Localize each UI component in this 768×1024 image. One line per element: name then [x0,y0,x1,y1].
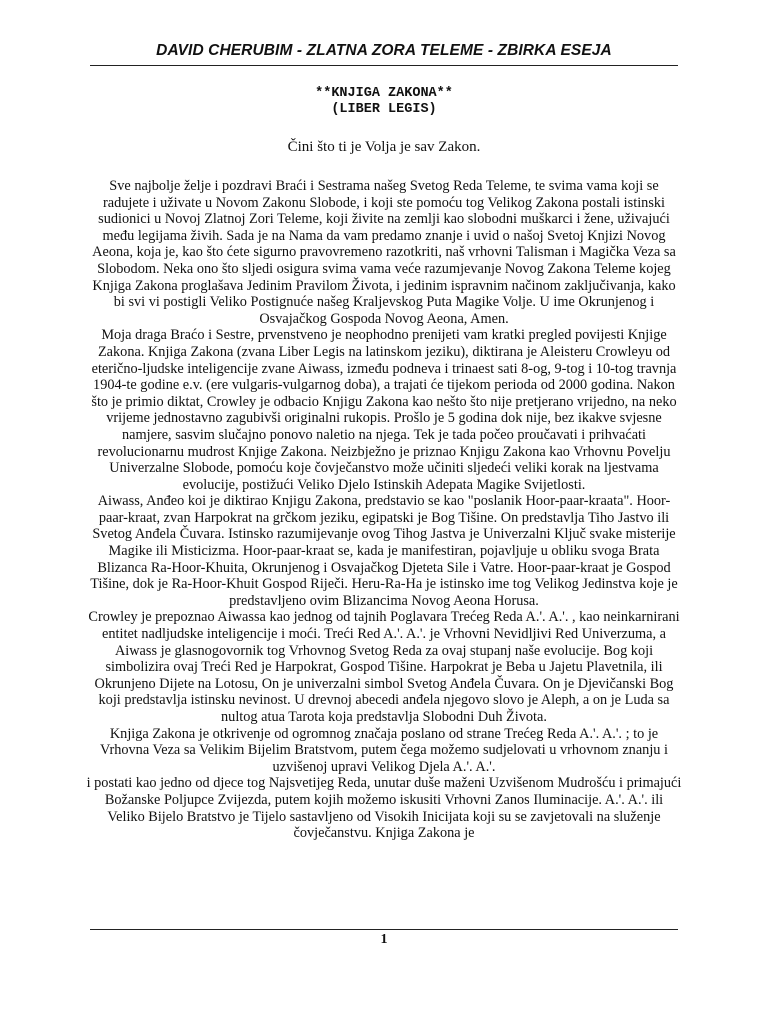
intro-line: Čini što ti je Volja je sav Zakon. [287,139,481,155]
paragraph: i postati kao jedno od djece tog Najsvetijeg Reda, unutar duše maženi Uzvišenom Mudrošću i primajući Božanske Poljupce Zvijezda, putem kojih možemo iskusiti Vrhovni Zanos Iluminacije. A.'. A.'. ili Veliko Bijelo Bratstvo je Tijelo sastavljeno od Visokih Inicijata koji su se zavjetovali na služenje čovječanstvu. Knjiga Zakona je [86,775,682,842]
document-title: **KNJIGA ZAKONA** [315,86,453,101]
paragraph: Knjiga Zakona je otkrivenje od ogromnog značaja poslano od strane Trećeg Reda A.'. A.'. ; to je Vrhovna Veza sa Velikim Bijelim Bratstvom, putem čega možemo sudjelovati u vrhovnom znanju i uzvišenoj upravi Velikog Djela A.'. A.'. [100,725,668,775]
paragraph: Aiwass, Anđeo koi je diktirao Knjigu Zakona, predstavio se kao "poslanik Hoor-paar-kraata". Hoor-paar-kraat, zvan Harpokrat na grčkom jeziku, egipatski je Bog Tišine. On predstavlja Tiho Jastvo ili Svetog Anđela Čuvara. Istinsko razumijevanje ovog Tihog Jastva je Univerzalni Ključ svake misterije Magike ili Misticizma. Hoor-paar-kraat se, kada je manifestiran, pojavljuje u obliku svoga Brata Blizanca Ra-Hoor-Khuita, Okrunjenog i Osvajačkog Djeteta Sile i Vatre. Hoor-paar-kraat je Gospod Tišine, dok je Ra-Hoor-Khuit Gospod Riječi. Heru-Ra-Ha je istinsko ime tog Velikog Jedinstva koje je predstavljeno ovim Blizancima Novog Aeona Horusa. [90,493,678,609]
paragraph: Crowley je prepoznao Aiwassa kao jednog od tajnih Poglavara Trećeg Reda A.'. A.'. , kao neinkarnirani entitet nadljudske inteligencije i moći. Treći Red A.'. A.'. je Vrhovni Nevidljivi Red Univerzuma, a Aiwass je glasnogovornik tog Vrhovnog Svetog Reda za ovaj stupanj naše evolucije. Bog koji simbolizira ovaj Treći Red je Harpokrat, Gospod Tišine. Harpokrat je Beba u Jajetu Plavetnila, ili Okrunjeno Dijete na Lotosu, On je univerzalni simbol Svetog Anđela Čuvara. On je Djevičanski Bog koji predstavlja istinsku nevinost. U drevnoj abecedi anđela njegovo slovo je Aleph, a on je Luda sa nultog atua Tarota koja predstavlja Slobodni Duh Života. [88,609,680,725]
running-header: DAVID CHERUBIM - ZLATNA ZORA TELEME - ZBIRKA ESEJA [90,42,678,66]
document-subtitle: (LIBER LEGIS) [331,102,437,117]
page-number: 1 [90,929,678,948]
paragraph: Moja draga Braćo i Sestre, prvenstveno je neophodno prenijeti vam kratki pregled povijesti Knjige Zakona. Knjiga Zakona (zvana Liber Legis na latinskom jeziku), diktirana je Aleisteru Crowleyu od eterično-ljudske inteligencije zvane Aiwass, između podneva i trinaest sati 8-og, 9-tog i 10-tog travnja 1904-te godine e.v. (ere vulgaris-vulgarnog doba), a trajati će tijekom perioda od 2000 godina. Nakon što je primio diktat, Crowley je odbacio Knjigu Zakona kao nešto što nije pretjerano vrijedno, na neko vrijeme jednostavno zagubivši originalni rukopis. Prošlo je 5 godina dok nije, bez ikakve svjesne namjere, sasvim slučajno ponovo naletio na njega. Tek je tada počeo proučavati i prihvaćati revolucionarnu mudrost Knjige Zakona. Neizbježno je priznao Knjigu Zakona kao Vrhovnu Povelju Univerzalne Slobode, pomoću koje čovječanstvo može učiniti sljedeći veliki korak na ljestvama evolucije, postižući Veliko Djelo Istinskih Adepata Magike Svijetlosti. [91,327,677,493]
page-content [86,86,682,842]
paragraph: Sve najbolje želje i pozdravi Braći i Sestrama našeg Svetog Reda Teleme, te svima vama koji se radujete i uživate u Novom Zakonu Slobode, i koji ste pomoću tog Velikog Zakona postali istinski sudionici u Novoj Zlatnoj Zori Teleme, koji živite na zemlji kao slobodni muškarci i žene, uživajući među legijama živih. Sada je na Nama da vam predamo znanje i uvid o našoj Svetoj Knjizi Novog Aeona, koja je, kao što ćete sigurno pravovremeno razotkriti, naš vrhovni Talisman i Magička Veza sa Slobodom. Neka ono što sljedi osigura svima vama veće razumjevanje Novog Zakona Teleme kojeg Knjiga Zakona proglašava Jedinim Pravilom Života, i jedinim ispravnim načinom zaključivanja, kako bi svi vi postigli Veliko Postignuće našeg Kraljevskog Puta Magike Volje. U ime Okrunjenog i Osvajačkog Gospoda Novog Aeona, Amen. [92,178,676,327]
